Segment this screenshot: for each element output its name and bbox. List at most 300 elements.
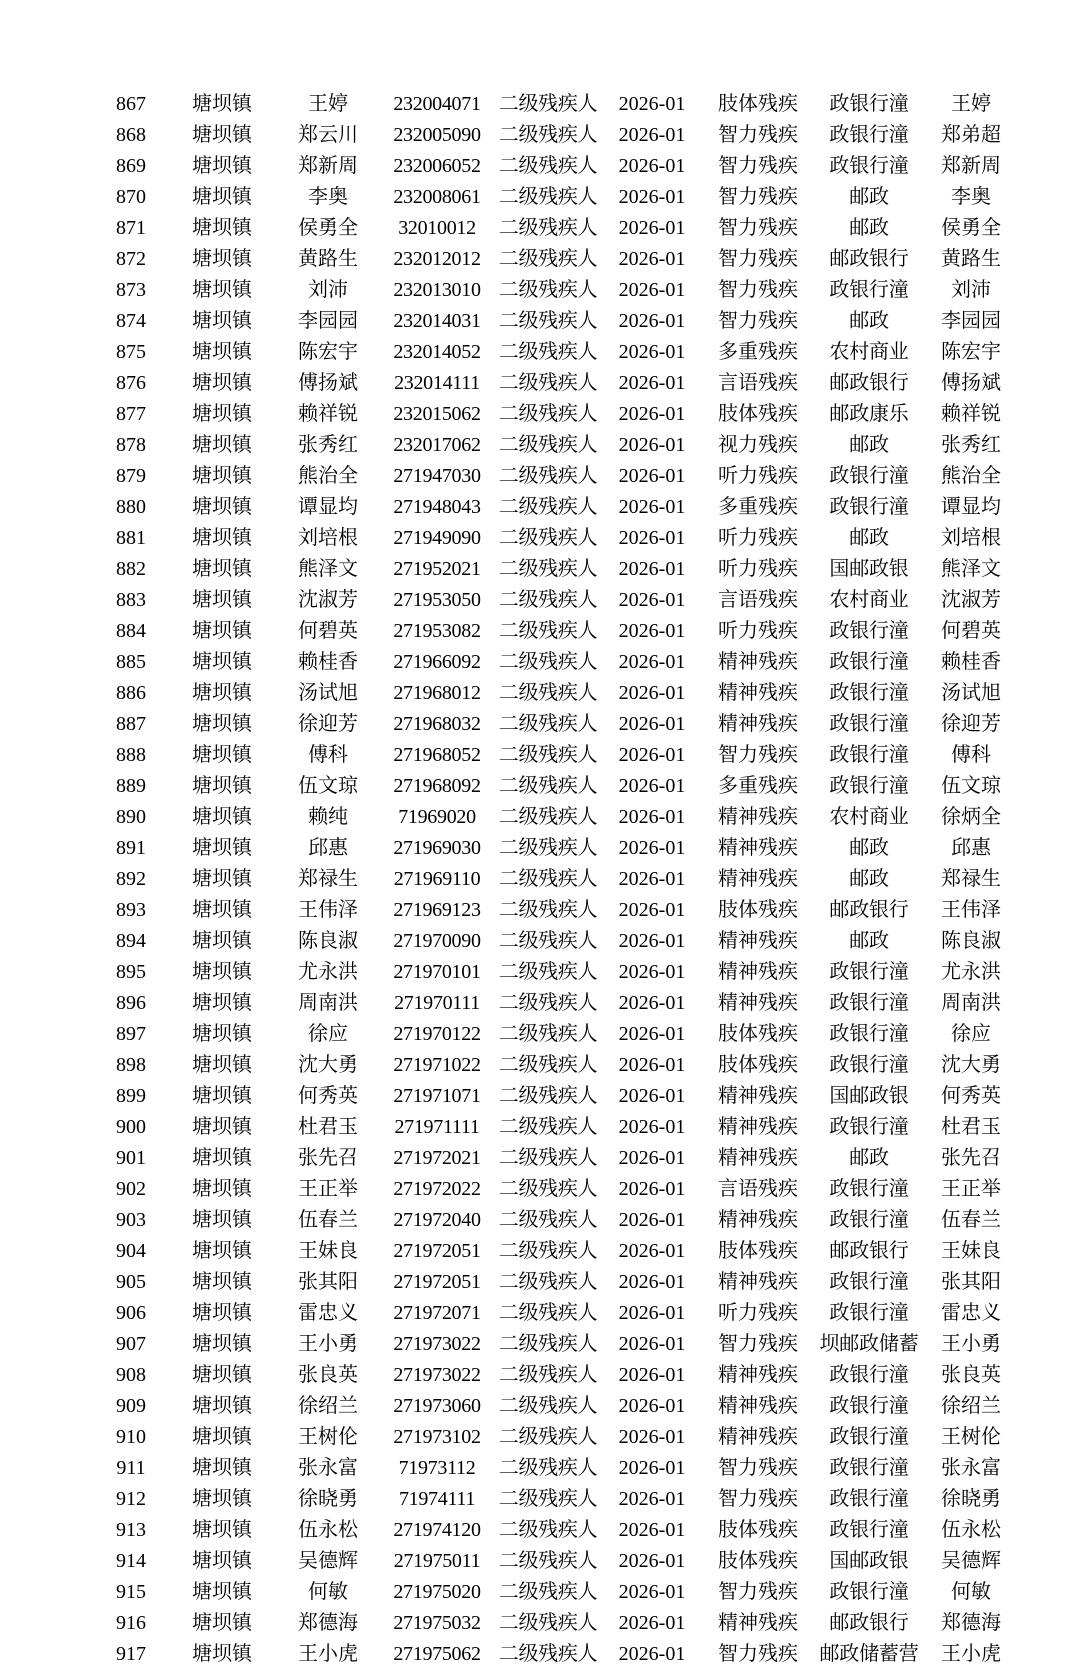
cell-name: 吴德辉 bbox=[298, 1549, 358, 1572]
cell-disability-level: 二级残疾人 bbox=[498, 588, 598, 611]
cell-month: 2026-01 bbox=[618, 960, 686, 983]
cell-town: 塘坝镇 bbox=[192, 1115, 252, 1138]
cell-disability-level: 二级残疾人 bbox=[498, 774, 598, 797]
cell-payee: 陈宏宇 bbox=[941, 340, 1001, 363]
cell-payee: 伍文琼 bbox=[941, 774, 1001, 797]
table-row bbox=[94, 584, 1018, 615]
cell-index: 917 bbox=[116, 1642, 146, 1665]
cell-name: 张永富 bbox=[298, 1456, 358, 1479]
cell-disability-type: 精神残疾 bbox=[718, 960, 798, 983]
table-row bbox=[94, 181, 1018, 212]
cell-disability-type: 听力残疾 bbox=[718, 464, 798, 487]
cell-index: 869 bbox=[116, 154, 146, 177]
cell-index: 903 bbox=[116, 1208, 146, 1231]
table-row bbox=[94, 1173, 1018, 1204]
cell-bank: 政银行潼 bbox=[829, 1487, 909, 1510]
cell-bank: 政银行潼 bbox=[829, 123, 909, 146]
cell-bank: 国邮政银 bbox=[829, 1084, 909, 1107]
cell-bank: 邮政 bbox=[849, 1146, 889, 1169]
cell-name: 雷忠义 bbox=[298, 1301, 358, 1324]
cell-name: 赖祥锐 bbox=[298, 402, 358, 425]
cell-id-number: 271971071 bbox=[393, 1084, 481, 1107]
cell-town: 塘坝镇 bbox=[192, 495, 252, 518]
cell-disability-level: 二级残疾人 bbox=[498, 371, 598, 394]
cell-payee: 沈淑芳 bbox=[941, 588, 1001, 611]
cell-id-number: 271972071 bbox=[393, 1301, 481, 1324]
cell-bank: 政银行潼 bbox=[829, 1022, 909, 1045]
cell-disability-level: 二级残疾人 bbox=[498, 1332, 598, 1355]
cell-payee: 张其阳 bbox=[941, 1270, 1001, 1293]
cell-disability-level: 二级残疾人 bbox=[498, 1053, 598, 1076]
cell-payee: 王小虎 bbox=[941, 1642, 1001, 1665]
cell-index: 879 bbox=[116, 464, 146, 487]
cell-payee: 何敏 bbox=[951, 1580, 991, 1603]
cell-town: 塘坝镇 bbox=[192, 433, 252, 456]
cell-name: 刘沛 bbox=[308, 278, 348, 301]
cell-bank: 邮政 bbox=[849, 309, 889, 332]
cell-disability-type: 智力残疾 bbox=[718, 1642, 798, 1665]
cell-town: 塘坝镇 bbox=[192, 1518, 252, 1541]
cell-id-number: 232017062 bbox=[393, 433, 481, 456]
cell-name: 侯勇全 bbox=[298, 216, 358, 239]
cell-index: 893 bbox=[116, 898, 146, 921]
cell-town: 塘坝镇 bbox=[192, 1053, 252, 1076]
cell-month: 2026-01 bbox=[618, 929, 686, 952]
cell-month: 2026-01 bbox=[618, 309, 686, 332]
cell-disability-level: 二级残疾人 bbox=[498, 154, 598, 177]
cell-month: 2026-01 bbox=[618, 278, 686, 301]
cell-name: 王小勇 bbox=[298, 1332, 358, 1355]
cell-town: 塘坝镇 bbox=[192, 123, 252, 146]
cell-index: 913 bbox=[116, 1518, 146, 1541]
disability-subsidy-table bbox=[94, 88, 1018, 1669]
cell-town: 塘坝镇 bbox=[192, 867, 252, 890]
table-row bbox=[94, 305, 1018, 336]
table-row bbox=[94, 1545, 1018, 1576]
cell-name: 赖桂香 bbox=[298, 650, 358, 673]
cell-bank: 政银行潼 bbox=[829, 712, 909, 735]
cell-disability-type: 精神残疾 bbox=[718, 991, 798, 1014]
table-row bbox=[94, 863, 1018, 894]
cell-disability-type: 肢体残疾 bbox=[718, 92, 798, 115]
cell-bank: 政银行潼 bbox=[829, 1270, 909, 1293]
cell-month: 2026-01 bbox=[618, 774, 686, 797]
cell-index: 895 bbox=[116, 960, 146, 983]
cell-town: 塘坝镇 bbox=[192, 464, 252, 487]
cell-month: 2026-01 bbox=[618, 464, 686, 487]
cell-name: 谭显均 bbox=[298, 495, 358, 518]
cell-id-number: 271953050 bbox=[393, 588, 481, 611]
cell-disability-level: 二级残疾人 bbox=[498, 681, 598, 704]
cell-bank: 政银行潼 bbox=[829, 1115, 909, 1138]
cell-name: 王妹良 bbox=[298, 1239, 358, 1262]
cell-id-number: 232004071 bbox=[393, 92, 481, 115]
table-row bbox=[94, 987, 1018, 1018]
cell-payee: 黄路生 bbox=[941, 247, 1001, 270]
table-row bbox=[94, 677, 1018, 708]
cell-bank: 政银行潼 bbox=[829, 1177, 909, 1200]
table-row bbox=[94, 1204, 1018, 1235]
table-row bbox=[94, 367, 1018, 398]
cell-bank: 坝邮政储蓄 bbox=[819, 1332, 919, 1355]
cell-payee: 徐晓勇 bbox=[941, 1487, 1001, 1510]
table-row bbox=[94, 1266, 1018, 1297]
cell-disability-level: 二级残疾人 bbox=[498, 712, 598, 735]
cell-bank: 邮政银行 bbox=[829, 1611, 909, 1634]
table-row bbox=[94, 119, 1018, 150]
cell-disability-level: 二级残疾人 bbox=[498, 557, 598, 580]
cell-month: 2026-01 bbox=[618, 1022, 686, 1045]
cell-id-number: 271969110 bbox=[393, 867, 481, 890]
cell-payee: 杜君玉 bbox=[941, 1115, 1001, 1138]
cell-name: 王正举 bbox=[298, 1177, 358, 1200]
cell-bank: 邮政储蓄营 bbox=[819, 1642, 919, 1665]
cell-town: 塘坝镇 bbox=[192, 278, 252, 301]
cell-index: 915 bbox=[116, 1580, 146, 1603]
cell-id-number: 232015062 bbox=[393, 402, 481, 425]
cell-disability-type: 智力残疾 bbox=[718, 1580, 798, 1603]
cell-town: 塘坝镇 bbox=[192, 1456, 252, 1479]
table-row bbox=[94, 1421, 1018, 1452]
cell-id-number: 232014111 bbox=[394, 371, 480, 394]
cell-disability-type: 精神残疾 bbox=[718, 1208, 798, 1231]
cell-id-number: 71974111 bbox=[398, 1487, 476, 1510]
cell-disability-type: 精神残疾 bbox=[718, 867, 798, 890]
cell-bank: 邮政银行 bbox=[829, 898, 909, 921]
cell-disability-level: 二级残疾人 bbox=[498, 247, 598, 270]
cell-disability-type: 言语残疾 bbox=[718, 588, 798, 611]
cell-id-number: 271972040 bbox=[393, 1208, 481, 1231]
cell-month: 2026-01 bbox=[618, 1425, 686, 1448]
cell-month: 2026-01 bbox=[618, 650, 686, 673]
cell-disability-level: 二级残疾人 bbox=[498, 898, 598, 921]
cell-town: 塘坝镇 bbox=[192, 402, 252, 425]
cell-disability-level: 二级残疾人 bbox=[498, 1518, 598, 1541]
cell-name: 刘培根 bbox=[298, 526, 358, 549]
cell-id-number: 271968012 bbox=[393, 681, 481, 704]
cell-bank: 农村商业 bbox=[829, 588, 909, 611]
cell-index: 870 bbox=[116, 185, 146, 208]
cell-name: 熊治全 bbox=[298, 464, 358, 487]
cell-payee: 张先召 bbox=[941, 1146, 1001, 1169]
cell-disability-level: 二级残疾人 bbox=[498, 123, 598, 146]
cell-bank: 政银行潼 bbox=[829, 92, 909, 115]
cell-index: 897 bbox=[116, 1022, 146, 1045]
table-row bbox=[94, 1328, 1018, 1359]
cell-bank: 邮政银行 bbox=[829, 1239, 909, 1262]
cell-name: 徐绍兰 bbox=[298, 1394, 358, 1417]
cell-disability-level: 二级残疾人 bbox=[498, 991, 598, 1014]
table-row bbox=[94, 1018, 1018, 1049]
cell-disability-level: 二级残疾人 bbox=[498, 1239, 598, 1262]
cell-payee: 郑弟超 bbox=[941, 123, 1001, 146]
table-row bbox=[94, 739, 1018, 770]
cell-id-number: 271972021 bbox=[393, 1146, 481, 1169]
table-row bbox=[94, 1080, 1018, 1111]
cell-index: 888 bbox=[116, 743, 146, 766]
cell-id-number: 271968032 bbox=[393, 712, 481, 735]
cell-disability-type: 智力残疾 bbox=[718, 123, 798, 146]
table-row bbox=[94, 1235, 1018, 1266]
table-row bbox=[94, 956, 1018, 987]
cell-town: 塘坝镇 bbox=[192, 92, 252, 115]
cell-disability-level: 二级残疾人 bbox=[498, 1394, 598, 1417]
cell-name: 陈良淑 bbox=[298, 929, 358, 952]
table-row bbox=[94, 1111, 1018, 1142]
cell-town: 塘坝镇 bbox=[192, 154, 252, 177]
cell-month: 2026-01 bbox=[618, 588, 686, 611]
cell-town: 塘坝镇 bbox=[192, 1425, 252, 1448]
cell-month: 2026-01 bbox=[618, 1239, 686, 1262]
cell-index: 905 bbox=[116, 1270, 146, 1293]
table-row bbox=[94, 460, 1018, 491]
cell-id-number: 232013010 bbox=[393, 278, 481, 301]
cell-payee: 徐绍兰 bbox=[941, 1394, 1001, 1417]
cell-town: 塘坝镇 bbox=[192, 247, 252, 270]
cell-bank: 邮政 bbox=[849, 867, 889, 890]
cell-payee: 尤永洪 bbox=[941, 960, 1001, 983]
cell-id-number: 271968052 bbox=[393, 743, 481, 766]
cell-disability-level: 二级残疾人 bbox=[498, 309, 598, 332]
cell-bank: 政银行潼 bbox=[829, 960, 909, 983]
cell-payee: 伍春兰 bbox=[941, 1208, 1001, 1231]
cell-index: 908 bbox=[116, 1363, 146, 1386]
cell-index: 874 bbox=[116, 309, 146, 332]
cell-index: 878 bbox=[116, 433, 146, 456]
cell-name: 傅扬斌 bbox=[298, 371, 358, 394]
cell-disability-level: 二级残疾人 bbox=[498, 1115, 598, 1138]
cell-index: 871 bbox=[116, 216, 146, 239]
cell-month: 2026-01 bbox=[618, 557, 686, 580]
cell-index: 899 bbox=[116, 1084, 146, 1107]
cell-bank: 邮政 bbox=[849, 836, 889, 859]
cell-disability-type: 精神残疾 bbox=[718, 1084, 798, 1107]
cell-payee: 李园园 bbox=[941, 309, 1001, 332]
cell-disability-level: 二级残疾人 bbox=[498, 278, 598, 301]
table-row bbox=[94, 1607, 1018, 1638]
cell-payee: 陈良淑 bbox=[941, 929, 1001, 952]
cell-bank: 政银行潼 bbox=[829, 1425, 909, 1448]
table-row bbox=[94, 1452, 1018, 1483]
cell-name: 何秀英 bbox=[298, 1084, 358, 1107]
cell-index: 896 bbox=[116, 991, 146, 1014]
cell-id-number: 271970122 bbox=[393, 1022, 481, 1045]
cell-disability-level: 二级残疾人 bbox=[498, 1301, 598, 1324]
cell-bank: 政银行潼 bbox=[829, 774, 909, 797]
table-row bbox=[94, 1483, 1018, 1514]
cell-name: 徐应 bbox=[308, 1022, 348, 1045]
cell-bank: 政银行潼 bbox=[829, 1456, 909, 1479]
cell-disability-level: 二级残疾人 bbox=[498, 1270, 598, 1293]
cell-town: 塘坝镇 bbox=[192, 557, 252, 580]
cell-name: 邱惠 bbox=[308, 836, 348, 859]
cell-disability-type: 肢体残疾 bbox=[718, 1053, 798, 1076]
cell-disability-level: 二级残疾人 bbox=[498, 433, 598, 456]
cell-town: 塘坝镇 bbox=[192, 1332, 252, 1355]
cell-month: 2026-01 bbox=[618, 1642, 686, 1665]
cell-month: 2026-01 bbox=[618, 681, 686, 704]
table-row bbox=[94, 398, 1018, 429]
cell-payee: 雷忠义 bbox=[941, 1301, 1001, 1324]
cell-index: 876 bbox=[116, 371, 146, 394]
cell-bank: 政银行潼 bbox=[829, 278, 909, 301]
cell-disability-type: 听力残疾 bbox=[718, 619, 798, 642]
cell-disability-level: 二级残疾人 bbox=[498, 402, 598, 425]
cell-town: 塘坝镇 bbox=[192, 1549, 252, 1572]
cell-name: 李园园 bbox=[298, 309, 358, 332]
cell-town: 塘坝镇 bbox=[192, 371, 252, 394]
cell-index: 886 bbox=[116, 681, 146, 704]
cell-payee: 徐迎芳 bbox=[941, 712, 1001, 735]
cell-disability-type: 多重残疾 bbox=[718, 774, 798, 797]
cell-id-number: 271969030 bbox=[393, 836, 481, 859]
cell-payee: 赖祥锐 bbox=[941, 402, 1001, 425]
cell-payee: 王伟泽 bbox=[941, 898, 1001, 921]
cell-disability-type: 多重残疾 bbox=[718, 495, 798, 518]
cell-month: 2026-01 bbox=[618, 371, 686, 394]
cell-id-number: 271969123 bbox=[393, 898, 481, 921]
cell-payee: 郑禄生 bbox=[941, 867, 1001, 890]
cell-month: 2026-01 bbox=[618, 1332, 686, 1355]
cell-month: 2026-01 bbox=[618, 1301, 686, 1324]
cell-name: 徐晓勇 bbox=[298, 1487, 358, 1510]
cell-disability-type: 精神残疾 bbox=[718, 712, 798, 735]
cell-disability-level: 二级残疾人 bbox=[498, 1487, 598, 1510]
cell-id-number: 271968092 bbox=[393, 774, 481, 797]
cell-name: 沈大勇 bbox=[298, 1053, 358, 1076]
cell-disability-type: 言语残疾 bbox=[718, 1177, 798, 1200]
cell-month: 2026-01 bbox=[618, 185, 686, 208]
cell-month: 2026-01 bbox=[618, 526, 686, 549]
cell-payee: 张秀红 bbox=[941, 433, 1001, 456]
cell-index: 916 bbox=[116, 1611, 146, 1634]
cell-id-number: 271947030 bbox=[393, 464, 481, 487]
cell-name: 赖纯 bbox=[308, 805, 348, 828]
cell-month: 2026-01 bbox=[618, 805, 686, 828]
cell-bank: 邮政 bbox=[849, 526, 889, 549]
table-row bbox=[94, 1576, 1018, 1607]
cell-month: 2026-01 bbox=[618, 1611, 686, 1634]
cell-index: 898 bbox=[116, 1053, 146, 1076]
cell-name: 杜君玉 bbox=[298, 1115, 358, 1138]
cell-disability-level: 二级残疾人 bbox=[498, 1611, 598, 1634]
table-row bbox=[94, 1142, 1018, 1173]
cell-name: 徐迎芳 bbox=[298, 712, 358, 735]
cell-town: 塘坝镇 bbox=[192, 526, 252, 549]
cell-name: 伍春兰 bbox=[298, 1208, 358, 1231]
cell-month: 2026-01 bbox=[618, 898, 686, 921]
cell-index: 900 bbox=[116, 1115, 146, 1138]
cell-town: 塘坝镇 bbox=[192, 1177, 252, 1200]
cell-month: 2026-01 bbox=[618, 216, 686, 239]
cell-disability-level: 二级残疾人 bbox=[498, 1208, 598, 1231]
cell-bank: 邮政 bbox=[849, 433, 889, 456]
cell-id-number: 271972051 bbox=[393, 1270, 481, 1293]
cell-bank: 政银行潼 bbox=[829, 1394, 909, 1417]
cell-payee: 赖桂香 bbox=[941, 650, 1001, 673]
cell-month: 2026-01 bbox=[618, 92, 686, 115]
cell-bank: 政银行潼 bbox=[829, 1208, 909, 1231]
cell-index: 868 bbox=[116, 123, 146, 146]
cell-id-number: 271971022 bbox=[393, 1053, 481, 1076]
cell-id-number: 271966092 bbox=[393, 650, 481, 673]
cell-disability-level: 二级残疾人 bbox=[498, 1642, 598, 1665]
cell-name: 张先召 bbox=[298, 1146, 358, 1169]
cell-id-number: 271973102 bbox=[393, 1425, 481, 1448]
cell-disability-type: 精神残疾 bbox=[718, 1270, 798, 1293]
cell-disability-level: 二级残疾人 bbox=[498, 1425, 598, 1448]
cell-index: 904 bbox=[116, 1239, 146, 1262]
cell-disability-type: 肢体残疾 bbox=[718, 1239, 798, 1262]
table-row bbox=[94, 243, 1018, 274]
cell-payee: 张永富 bbox=[941, 1456, 1001, 1479]
cell-name: 郑禄生 bbox=[298, 867, 358, 890]
cell-payee: 邱惠 bbox=[951, 836, 991, 859]
cell-bank: 政银行潼 bbox=[829, 650, 909, 673]
cell-bank: 邮政银行 bbox=[829, 371, 909, 394]
cell-id-number: 271971111 bbox=[394, 1115, 480, 1138]
cell-name: 郑云川 bbox=[298, 123, 358, 146]
cell-disability-level: 二级残疾人 bbox=[498, 805, 598, 828]
cell-town: 塘坝镇 bbox=[192, 1642, 252, 1665]
cell-payee: 吴德辉 bbox=[941, 1549, 1001, 1572]
cell-month: 2026-01 bbox=[618, 1208, 686, 1231]
cell-month: 2026-01 bbox=[618, 1580, 686, 1603]
cell-town: 塘坝镇 bbox=[192, 1270, 252, 1293]
cell-disability-type: 言语残疾 bbox=[718, 371, 798, 394]
cell-disability-level: 二级残疾人 bbox=[498, 1177, 598, 1200]
cell-disability-level: 二级残疾人 bbox=[498, 340, 598, 363]
table-row bbox=[94, 553, 1018, 584]
cell-name: 黄路生 bbox=[298, 247, 358, 270]
cell-bank: 邮政 bbox=[849, 216, 889, 239]
cell-id-number: 271970090 bbox=[393, 929, 481, 952]
cell-month: 2026-01 bbox=[618, 1115, 686, 1138]
cell-bank: 国邮政银 bbox=[829, 557, 909, 580]
cell-month: 2026-01 bbox=[618, 743, 686, 766]
cell-name: 郑新周 bbox=[298, 154, 358, 177]
cell-town: 塘坝镇 bbox=[192, 1487, 252, 1510]
cell-payee: 汤试旭 bbox=[941, 681, 1001, 704]
cell-town: 塘坝镇 bbox=[192, 836, 252, 859]
cell-index: 901 bbox=[116, 1146, 146, 1169]
cell-town: 塘坝镇 bbox=[192, 588, 252, 611]
cell-index: 910 bbox=[116, 1425, 146, 1448]
cell-disability-level: 二级残疾人 bbox=[498, 960, 598, 983]
cell-disability-level: 二级残疾人 bbox=[498, 867, 598, 890]
cell-name: 张秀红 bbox=[298, 433, 358, 456]
cell-name: 王伟泽 bbox=[298, 898, 358, 921]
cell-month: 2026-01 bbox=[618, 1518, 686, 1541]
cell-town: 塘坝镇 bbox=[192, 1301, 252, 1324]
cell-disability-level: 二级残疾人 bbox=[498, 650, 598, 673]
cell-payee: 张良英 bbox=[941, 1363, 1001, 1386]
cell-town: 塘坝镇 bbox=[192, 1146, 252, 1169]
cell-town: 塘坝镇 bbox=[192, 743, 252, 766]
cell-disability-level: 二级残疾人 bbox=[498, 526, 598, 549]
cell-id-number: 232008061 bbox=[393, 185, 481, 208]
cell-bank: 邮政 bbox=[849, 929, 889, 952]
cell-index: 907 bbox=[116, 1332, 146, 1355]
table-row bbox=[94, 615, 1018, 646]
cell-disability-level: 二级残疾人 bbox=[498, 1022, 598, 1045]
table-row bbox=[94, 894, 1018, 925]
cell-town: 塘坝镇 bbox=[192, 216, 252, 239]
cell-payee: 沈大勇 bbox=[941, 1053, 1001, 1076]
cell-payee: 郑新周 bbox=[941, 154, 1001, 177]
cell-name: 伍文琼 bbox=[298, 774, 358, 797]
cell-bank: 国邮政银 bbox=[829, 1549, 909, 1572]
